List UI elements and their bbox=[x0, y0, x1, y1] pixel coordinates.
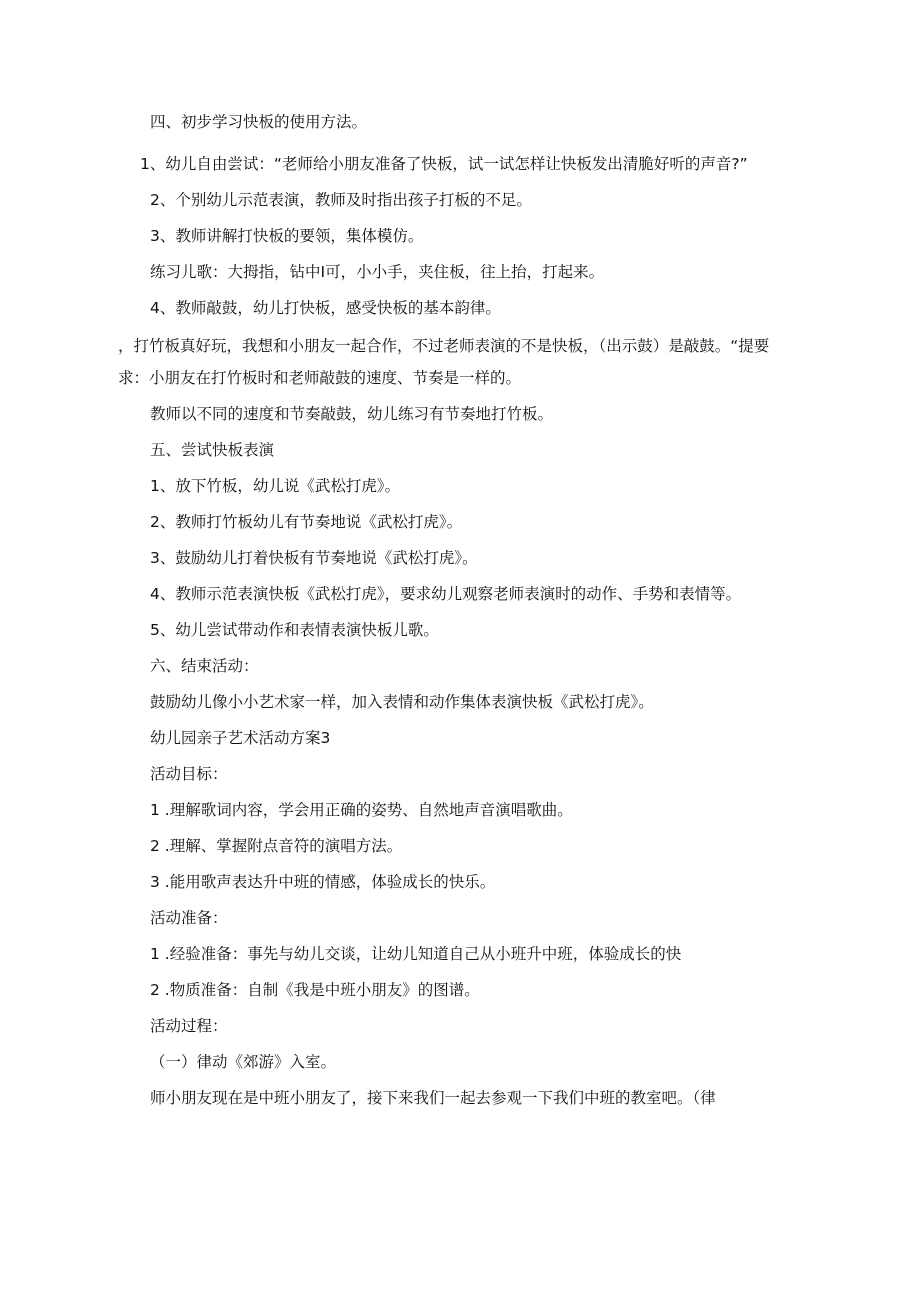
paragraph-closing: 鼓励幼儿像小小艺术家一样，加入表情和动作集体表演快板《武松打虎》。 bbox=[150, 693, 654, 711]
section-heading-6: 六、结束活动： bbox=[150, 657, 259, 675]
heading-activity-process: 活动过程： bbox=[150, 1017, 228, 1035]
teacher-dialogue: 师小朋友现在是中班小朋友了，接下来我们一起去参观一下我们中班的教室吧。（律 bbox=[150, 1089, 716, 1107]
paragraph-step-5-2: 2、教师打竹板幼儿有节奏地说《武松打虎》。 bbox=[150, 513, 463, 531]
paragraph-practice-rhyme: 练习儿歌：大拇指，钻中I可，小小手，夹住板，往上抬，打起来。 bbox=[150, 263, 605, 281]
document-title-plan-3: 幼儿园亲子艺术活动方案3 bbox=[150, 729, 331, 747]
goal-item-2: 2 .理解、掌握附点音符的演唱方法。 bbox=[150, 837, 403, 855]
paragraph-rhythm-practice: 教师以不同的速度和节奏敲鼓，幼儿练习有节奏地打竹板。 bbox=[150, 405, 554, 423]
paragraph-step-4-2: 2、个别幼儿示范表演，教师及时指出孩子打板的不足。 bbox=[150, 191, 532, 209]
heading-activity-goals: 活动目标： bbox=[150, 765, 228, 783]
paragraph-step-4-4: 4、教师敲鼓，幼儿打快板，感受快板的基本韵律。 bbox=[150, 299, 501, 317]
process-step-1: （一）律动《郊游》入室。 bbox=[150, 1053, 337, 1071]
paragraph-step-4-1: 1、幼儿自由尝试：“老师给小朋友准备了快板，试一试怎样让快板发出清脆好听的声音?” bbox=[140, 155, 748, 173]
section-heading-4: 四、初步学习快板的使用方法。 bbox=[150, 113, 368, 131]
goal-item-1: 1 .理解歌词内容，学会用正确的姿势、自然地声音演唱歌曲。 bbox=[150, 801, 573, 819]
paragraph-step-5-1: 1、放下竹板，幼儿说《武松打虎》。 bbox=[150, 477, 401, 495]
paragraph-step-5-4: 4、教师示范表演快板《武松打虎》，要求幼儿观察老师表演时的动作、手势和表情等。 bbox=[150, 585, 742, 603]
document-body bbox=[118, 112, 790, 1124]
heading-activity-preparation: 活动准备： bbox=[150, 909, 228, 927]
paragraph-drum-requirement: ，打竹板真好玩，我想和小朋友一起合作，不过老师表演的不是快板，（出示鼓）是敲鼓。“提要求：小朋友在打竹板时和老师敲鼓的速度、节奏是一样的。 bbox=[118, 337, 770, 387]
preparation-item-2: 2 .物质准备：自制《我是中班小朋友》的图谱。 bbox=[150, 981, 480, 999]
goal-item-3: 3 .能用歌声表达升中班的情感，体验成长的快乐。 bbox=[150, 873, 496, 891]
section-heading-5: 五、尝试快板表演 bbox=[150, 441, 275, 459]
paragraph-step-5-3: 3、鼓励幼儿打着快板有节奏地说《武松打虎》。 bbox=[150, 549, 478, 567]
paragraph-step-5-5: 5、幼儿尝试带动作和表情表演快板儿歌。 bbox=[150, 621, 439, 639]
preparation-item-1: 1 .经验准备：事先与幼儿交谈，让幼儿知道自己从小班升中班，体验成长的快 bbox=[150, 945, 682, 963]
paragraph-step-4-3: 3、教师讲解打快板的要领，集体模仿。 bbox=[150, 227, 424, 245]
